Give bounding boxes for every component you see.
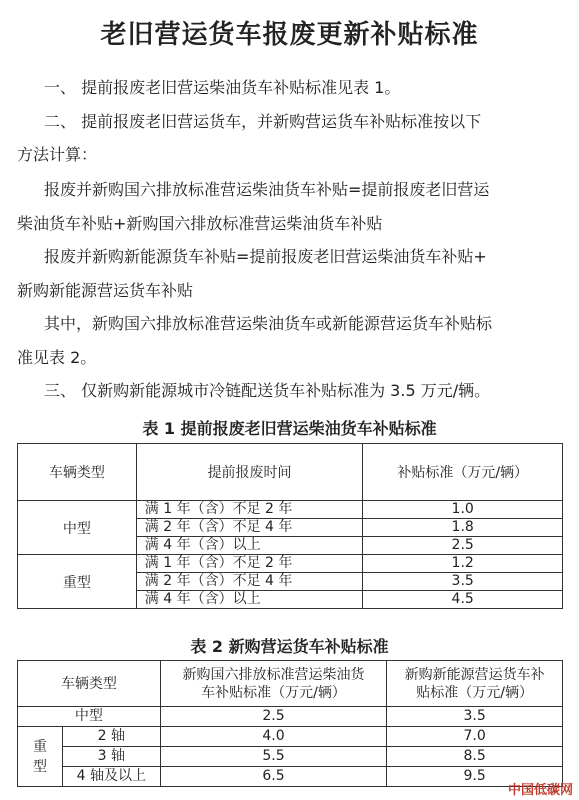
value-cell: 3.5 [387,707,563,727]
value-cell: 4.5 [363,591,563,609]
paragraph-5-line-2: 准见表 2。 [17,348,97,367]
table-row [18,501,563,519]
value-cell: 1.0 [363,501,563,519]
vehicle-type-cell: 中型 [18,501,137,555]
vehicle-type-cell [18,727,63,787]
table-row [18,747,563,767]
value-cell: 7.0 [387,727,563,747]
vehicle-type-char: 型 [32,758,47,775]
table-header-row [18,661,563,707]
table-row [18,555,563,573]
time-cell: 满 1 年（含）不足 2 年 [136,555,363,573]
value-cell: 3.5 [363,573,563,591]
value-cell: 5.5 [160,747,387,767]
time-cell: 满 2 年（含）不足 4 年 [136,573,363,591]
paragraph-5-line-1: 其中，新购国六排放标准营运柴油货车或新能源营运货车补贴标 [44,314,493,333]
column-header: 车辆类型 [18,661,161,707]
paragraph-2-line-2: 方法计算： [17,145,98,164]
table-row [18,767,563,787]
value-cell: 2.5 [160,707,387,727]
column-header-line: 新购国六排放标准营运柴油货 [182,666,365,683]
table-row [18,727,563,747]
value-cell: 1.8 [363,519,563,537]
table-header-row [18,444,563,501]
axle-cell: 4 轴及以上 [62,767,160,787]
column-header-line: 新购新能源营运货车补 [404,666,545,683]
table-2 [17,660,563,787]
paragraph-1: 一、 提前报废老旧营运柴油货车补贴标准见表 1。 [44,78,401,97]
time-cell: 满 4 年（含）以上 [136,591,363,609]
column-header [160,661,387,707]
column-header: 提前报废时间 [136,444,363,501]
paragraph-3-line-2: 柴油货车补贴+新购国六排放标准营运柴油货车补贴 [17,214,383,233]
paragraph-6: 三、 仅新购新能源城市冷链配送货车补贴标准为 3.5 万元/辆。 [44,381,491,400]
column-header [387,661,563,707]
time-cell: 满 1 年（含）不足 2 年 [136,501,363,519]
time-cell: 满 4 年（含）以上 [136,537,363,555]
value-cell: 6.5 [160,767,387,787]
vehicle-type-cell: 重型 [18,555,137,609]
paragraph-2-line-1: 二、 提前报废老旧营运货车，并新购营运货车补贴标准按以下 [44,112,482,131]
table-1 [17,443,563,609]
page-title: 老旧营运货车报废更新补贴标准 [100,20,479,50]
vehicle-type-cell: 中型 [18,707,161,727]
table-1-caption: 表 1 提前报废老旧营运柴油货车补贴标准 [142,419,437,438]
axle-cell: 2 轴 [62,727,160,747]
paragraph-3-line-1: 报废并新购国六排放标准营运柴油货车补贴=提前报废老旧营运 [44,180,490,199]
value-cell: 2.5 [363,537,563,555]
column-header-line: 贴标准（万元/辆） [416,684,533,701]
column-header: 补贴标准（万元/辆） [363,444,563,501]
column-header: 车辆类型 [18,444,137,501]
value-cell: 4.0 [160,727,387,747]
value-cell: 1.2 [363,555,563,573]
value-cell: 9.5 [387,767,563,787]
watermark: 中国低碳网 [507,783,573,798]
column-header-line: 车补贴标准（万元/辆） [201,684,346,701]
axle-cell: 3 轴 [62,747,160,767]
table-row [18,707,563,727]
paragraph-4-line-2: 新购新能源营运货车补贴 [17,281,194,300]
time-cell: 满 2 年（含）不足 4 年 [136,519,363,537]
value-cell: 8.5 [387,747,563,767]
vehicle-type-char: 重 [32,738,47,755]
paragraph-4-line-1: 报废并新购新能源货车补贴=提前报废老旧营运柴油货车补贴+ [44,247,487,266]
table-2-caption: 表 2 新购营运货车补贴标准 [190,637,389,656]
